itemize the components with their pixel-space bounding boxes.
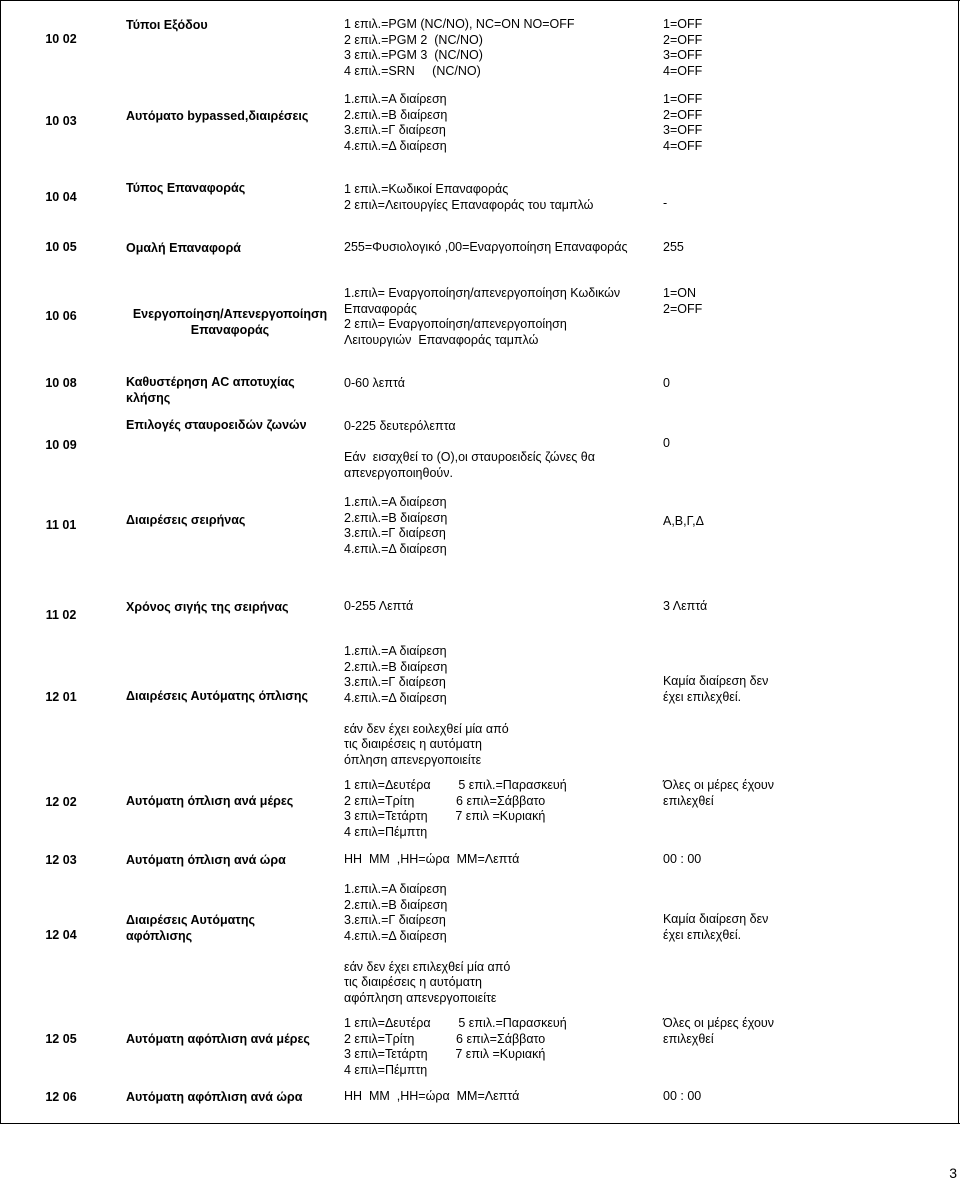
row-options: ΗΗ ΜΜ ,ΗΗ=ώρα ΜΜ=Λεπτά [344,1089,520,1103]
row-default: Όλες οι μέρες έχουν επιλεχθεί [663,1016,774,1046]
row-code: 11 01 [45,518,77,532]
row-options: 0-255 Λεπτά [344,599,414,613]
row-default: 0 [663,376,670,390]
row-default: Α,Β,Γ,Δ [663,514,704,528]
row-code: 12 04 [45,928,77,942]
table-border-left [0,0,1,1124]
row-name: Αυτόματη όπλιση ανά ώρα [126,853,286,867]
row-options: 255=Φυσιολογικό ,00=Εναργοποίηση Επαναφοράς [344,240,628,254]
row-options: 1.επιλ.=Α διαίρεση 2.επιλ.=Β διαίρεση 3.επιλ.=Γ διαίρεση 4.επιλ.=Δ διαίρεση [344,92,448,153]
row-options: 1.επιλ= Εναργοποίηση/απενεργοποίηση Κωδικών Επαναφοράς 2 επιλ= Εναργοποίηση/απενεργοποίηση Λειτουργιών Επαναφοράς ταμπλώ [344,286,621,347]
row-name: Αυτόματη αφόπλιση ανά ώρα [126,1090,303,1104]
row-name: Αυτόματο bypassed,διαιρέσεις [126,109,309,123]
row-default: 00 : 00 [663,1089,702,1103]
row-options: 0-60 λεπτά [344,376,405,390]
table-border-right [958,0,959,1124]
row-options: ΗΗ ΜΜ ,ΗΗ=ώρα ΜΜ=Λεπτά [344,852,520,866]
row-default: 1=OFF 2=OFF 3=OFF 4=OFF [663,92,703,153]
row-options: 1.επιλ.=Α διαίρεση 2.επιλ.=Β διαίρεση 3.επιλ.=Γ διαίρεση 4.επιλ.=Δ διαίρεση εάν δεν έχει εοιλεχθεί μία από τις διαιρέσεις η αυτόματη όπληση απενεργοποιείτε [344,644,509,767]
row-code: 10 06 [45,309,77,323]
row-name: Τύπος Επαναφοράς [126,181,246,195]
row-code: 12 05 [45,1032,77,1046]
row-options: 1 επιλ.=PGM (NC/NO), NC=ON NO=OFF 2 επιλ.=PGM 2 (NC/NO) 3 επιλ.=PGM 3 (NC/NO) 4 επιλ.=SRN (NC/NO) [344,17,575,78]
row-code: 12 03 [45,853,77,867]
row-default: 0 [663,436,670,450]
row-name: Επιλογές σταυροειδών ζωνών [126,418,307,432]
row-default: Καμία διαίρεση δεν έχει επιλεχθεί. [663,912,769,942]
table-border-bottom [0,1123,960,1124]
row-code: 12 06 [45,1090,77,1104]
row-default: 1=OFF 2=OFF 3=OFF 4=OFF [663,17,703,78]
row-code: 10 08 [45,376,77,390]
row-default: 1=ON 2=OFF [663,286,703,316]
row-code: 12 01 [45,690,77,704]
row-options: 1 επιλ=Δευτέρα 5 επιλ.=Παρασκευή 2 επιλ=Τρίτη 6 επιλ=Σάββατο 3 επιλ=Τετάρτη 7 επιλ =Κυριακή 4 επιλ=Πέμπτη [344,778,567,839]
row-options: 1.επιλ.=Α διαίρεση 2.επιλ.=Β διαίρεση 3.επιλ.=Γ διαίρεση 4.επιλ.=Δ διαίρεση [344,495,448,556]
row-name: Διαιρέσεις Αυτόματης όπλισης [126,689,308,703]
row-default: 3 Λεπτά [663,599,708,613]
row-code: 10 05 [45,240,77,254]
row-name: Ομαλή Επαναφορά [126,241,241,255]
table-border-top [0,0,960,1]
row-default: - [663,196,668,210]
row-code: 10 09 [45,438,77,452]
row-code: 10 03 [45,114,77,128]
row-code: 12 02 [45,795,77,809]
row-options: 1.επιλ.=Α διαίρεση 2.επιλ.=Β διαίρεση 3.επιλ.=Γ διαίρεση 4.επιλ.=Δ διαίρεση εάν δεν έχει επιλεχθεί μία από τις διαιρέσεις η αυτόματη αφόπληση απενεργοποιείτε [344,882,511,1005]
row-options: 1 επιλ=Δευτέρα 5 επιλ.=Παρασκευή 2 επιλ=Τρίτη 6 επιλ=Σάββατο 3 επιλ=Τετάρτη 7 επιλ =Κυριακή 4 επιλ=Πέμπτη [344,1016,567,1077]
row-name: Αυτόματη όπλιση ανά μέρες [126,794,294,808]
row-name: Ενεργοποίηση/Απενεργοποίηση Επαναφοράς [132,307,328,337]
page-number: 3 [949,1165,957,1181]
row-name: Καθυστέρηση AC αποτυχίας κλήσης [126,375,295,405]
row-code: 11 02 [45,608,77,622]
row-options: 1 επιλ.=Κωδικοί Επαναφοράς 2 επιλ=Λειτουργίες Επαναφοράς του ταμπλώ [344,182,594,212]
row-name: Τύποι Εξόδου [126,18,208,32]
row-name: Διαιρέσεις Αυτόματης αφόπλισης [126,913,256,943]
row-default: 00 : 00 [663,852,702,866]
row-code: 10 02 [45,32,77,46]
row-code: 10 04 [45,190,77,204]
row-name: Αυτόματη αφόπλιση ανά μέρες [126,1032,310,1046]
row-options: 0-225 δευτερόλεπτα Εάν εισαχθεί το (O),οι σταυροειδείς ζώνες θα απενεργοποιηθούν. [344,419,595,480]
row-name: Διαιρέσεις σειρήνας [126,513,246,527]
row-name: Χρόνος σιγής της σειρήνας [126,600,289,614]
row-default: Όλες οι μέρες έχουν επιλεχθεί [663,778,774,808]
row-default: 255 [663,240,684,254]
row-default: Καμία διαίρεση δεν έχει επιλεχθεί. [663,674,769,704]
